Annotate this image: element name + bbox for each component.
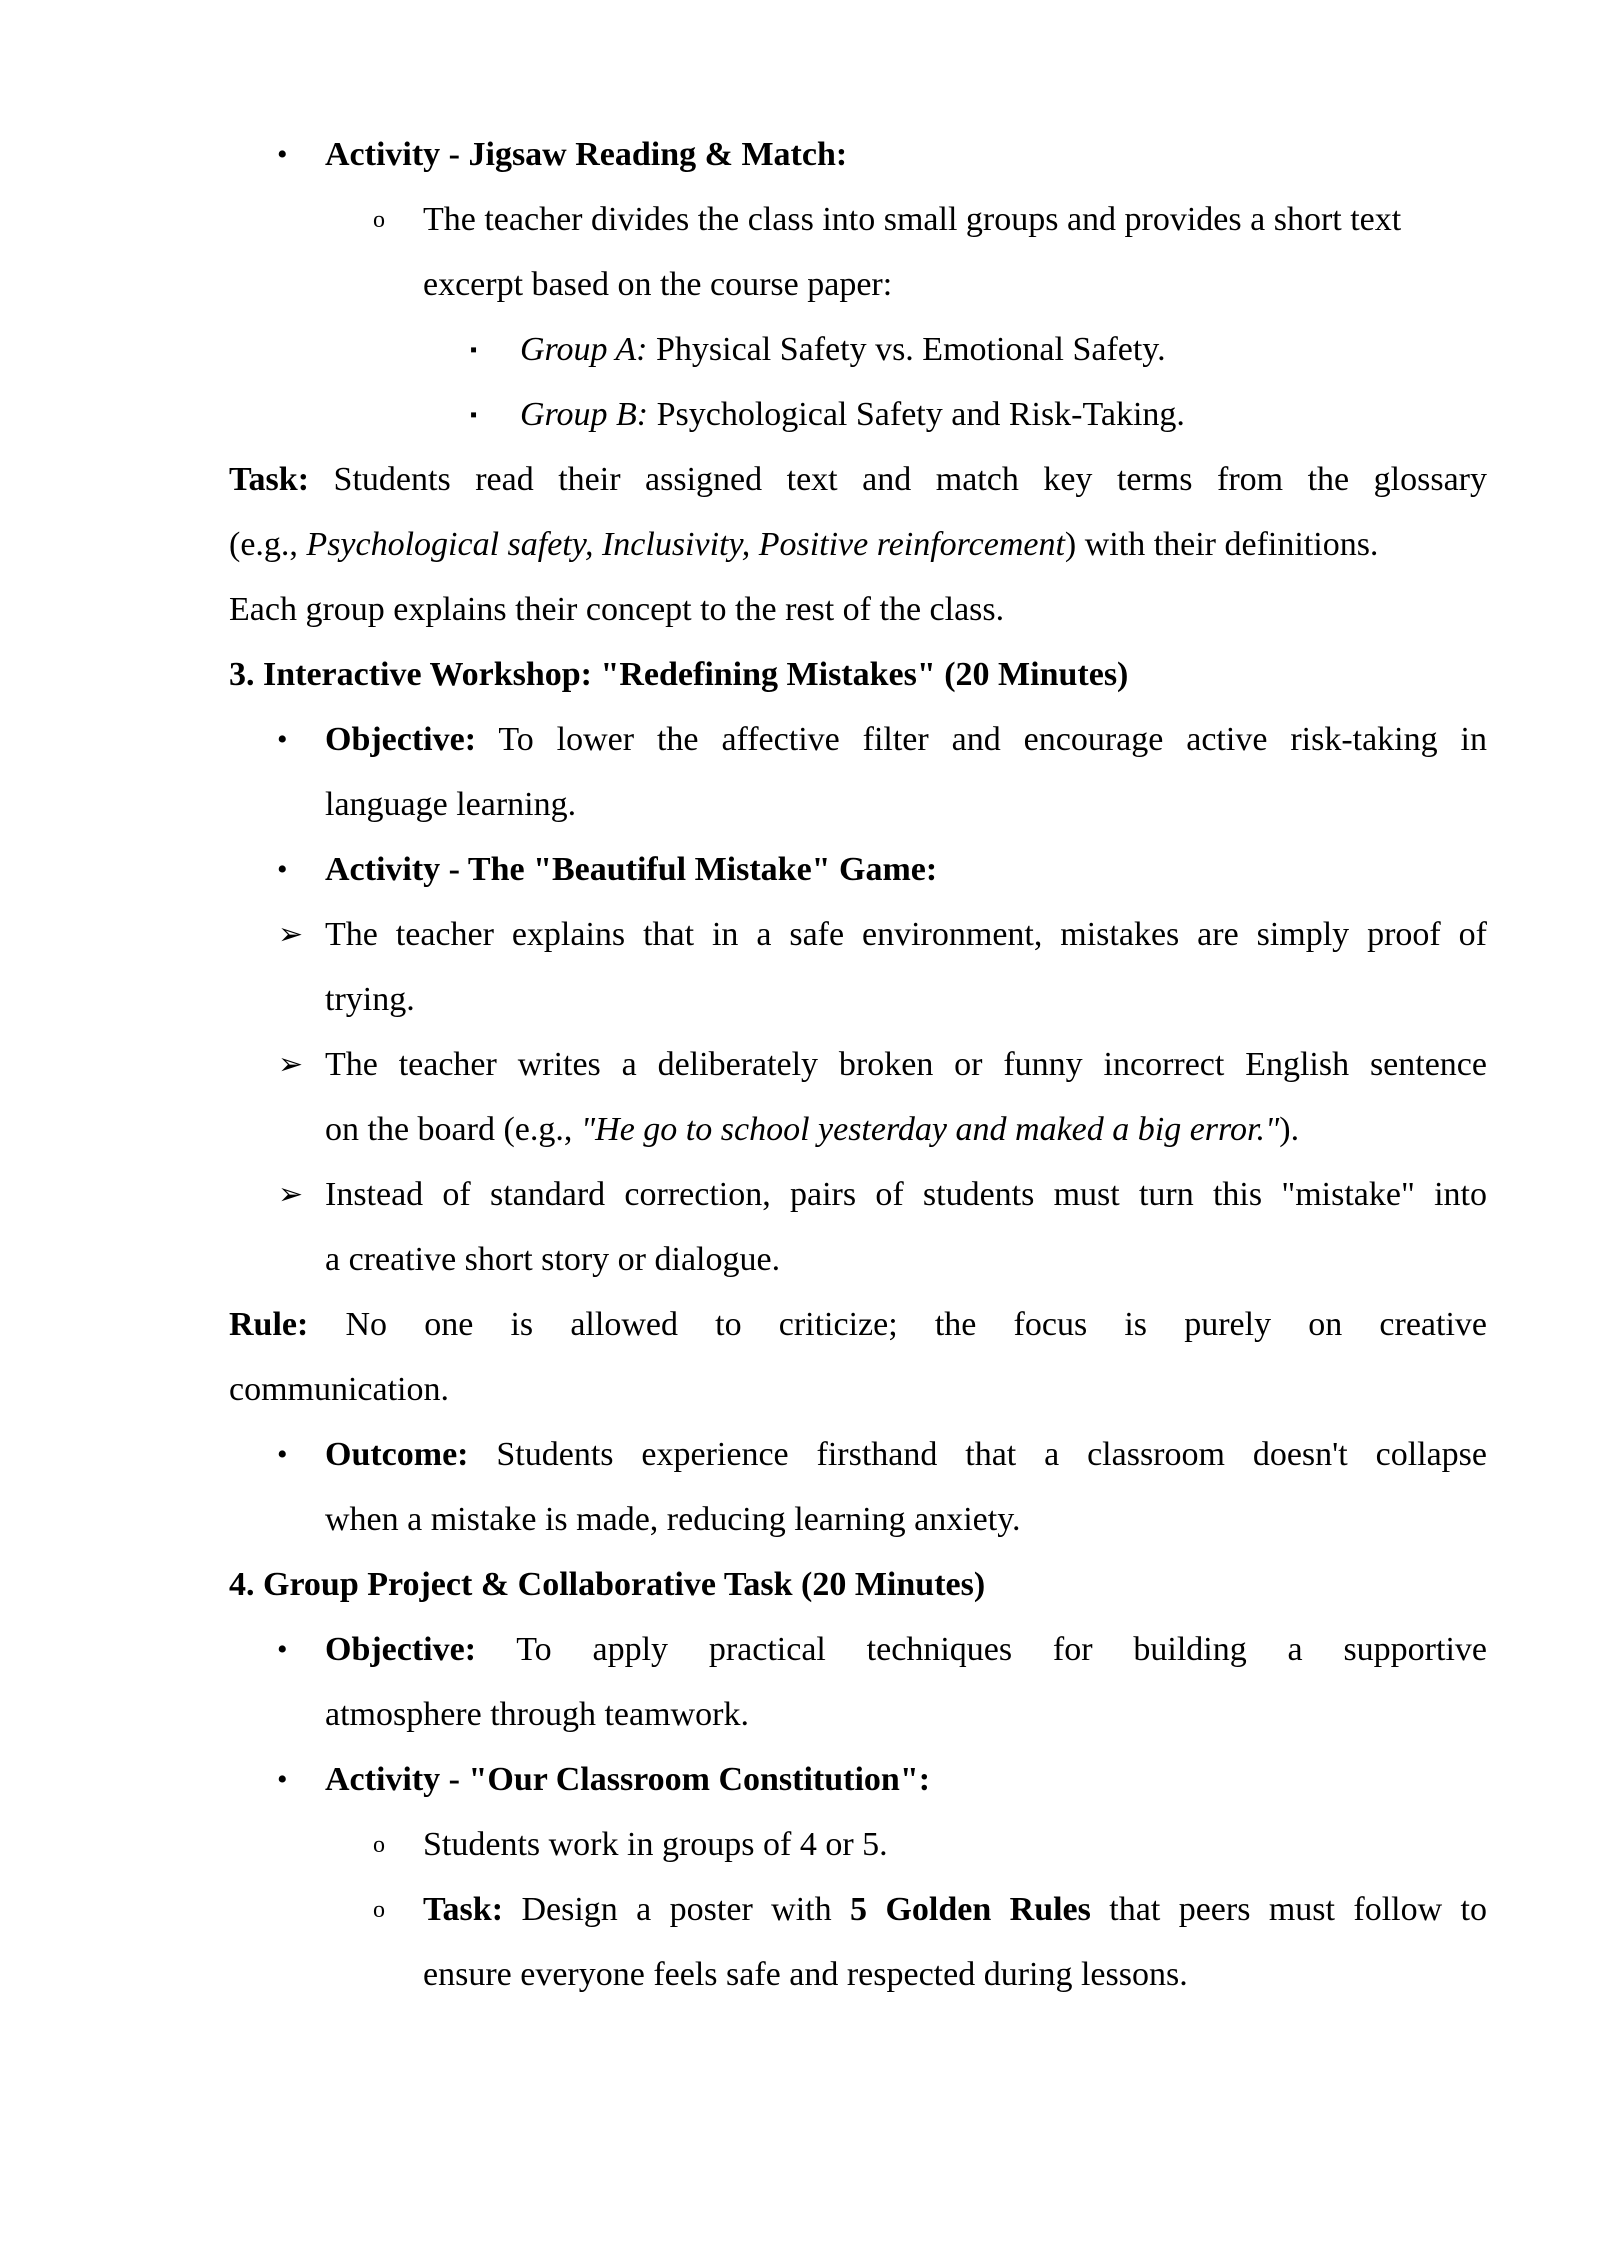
text-run: Psychological Safety and Risk-Taking. — [648, 396, 1185, 433]
text-run: Students read their assigned text and match key terms from the glossary — [309, 461, 1487, 498]
text-line — [325, 1500, 1021, 1540]
text-line — [423, 200, 1401, 240]
text-line — [325, 1175, 1487, 1215]
text-run: trying. — [325, 981, 415, 1018]
text-run: (e.g., — [229, 526, 307, 563]
text-line — [229, 1565, 985, 1605]
bold-text: Activity - The "Beautiful Mistake" Game: — [325, 851, 938, 888]
list-bullet: • — [277, 1633, 288, 1666]
text-run: ensure everyone feels safe and respected during lessons. — [423, 1956, 1188, 1993]
text-line — [229, 525, 1378, 565]
list-bullet: ➢ — [278, 1177, 304, 1212]
list-bullet: o — [373, 207, 385, 233]
text-run: No one is allowed to criticize; the focus is purely on creative — [308, 1306, 1487, 1343]
list-bullet: • — [277, 853, 288, 886]
bold-text: 3. Interactive Workshop: "Redefining Mistakes" (20 Minutes) — [229, 656, 1129, 693]
text-run: on the board (e.g., — [325, 1111, 581, 1148]
text-line — [325, 1760, 930, 1800]
italic-text: "He go to school yesterday and maked a big error." — [580, 1111, 1280, 1148]
text-line — [423, 1890, 1487, 1930]
list-bullet: • — [277, 1763, 288, 1796]
text-line — [229, 590, 1004, 630]
text-run: Students work in groups of 4 or 5. — [423, 1826, 888, 1863]
text-line — [423, 265, 892, 305]
bold-text: Outcome: — [325, 1436, 469, 1473]
text-line — [325, 1435, 1487, 1475]
bold-text: Task: — [229, 461, 310, 498]
text-line — [520, 395, 1185, 435]
list-bullet: ➢ — [278, 1047, 304, 1082]
list-bullet: ➢ — [278, 917, 304, 952]
text-run: a creative short story or dialogue. — [325, 1241, 781, 1278]
text-run: language learning. — [325, 786, 577, 823]
text-line — [229, 655, 1128, 695]
text-line — [229, 460, 1487, 500]
italic-text: Group B: — [520, 396, 649, 433]
text-line — [325, 1630, 1487, 1670]
bold-text: 4. Group Project & Collaborative Task (20 Minutes) — [229, 1566, 986, 1603]
text-run: that peers must follow to — [1090, 1891, 1487, 1928]
text-run: The teacher writes a deliberately broken or funny incorrect English sentence — [325, 1046, 1487, 1083]
text-run: Instead of standard correction, pairs of students must turn this "mistake" into — [325, 1176, 1487, 1213]
list-bullet: o — [373, 1897, 385, 1923]
text-run: when a mistake is made, reducing learning anxiety. — [325, 1501, 1021, 1538]
italic-text: Psychological safety, Inclusivity, Positive reinforcement — [306, 526, 1065, 563]
text-line — [229, 1370, 449, 1410]
text-line — [325, 915, 1487, 955]
list-bullet: o — [373, 1832, 385, 1858]
text-run: To lower the affective filter and encourage active risk-taking in — [476, 721, 1487, 758]
bold-text: Activity - Jigsaw Reading & Match: — [325, 136, 848, 173]
italic-text: Group A: — [520, 331, 648, 368]
text-line — [325, 850, 937, 890]
text-run: Design a poster with — [503, 1891, 851, 1928]
bold-text: Objective: — [325, 721, 477, 758]
text-line — [325, 980, 415, 1020]
text-run: ). — [1279, 1111, 1300, 1148]
text-line — [423, 1955, 1188, 1995]
list-bullet: • — [277, 723, 288, 756]
bold-text: Activity - "Our Classroom Constitution": — [325, 1761, 931, 1798]
text-run: atmosphere through teamwork. — [325, 1696, 749, 1733]
text-line — [325, 1110, 1299, 1150]
list-bullet: • — [277, 138, 288, 171]
text-run: The teacher explains that in a safe environment, mistakes are simply proof of — [325, 916, 1487, 953]
bold-text: 5 Golden Rules — [850, 1891, 1091, 1928]
text-run: To apply practical techniques for building a supportive — [476, 1631, 1487, 1668]
bold-text: Objective: — [325, 1631, 477, 1668]
text-line — [325, 720, 1487, 760]
text-line — [229, 1305, 1487, 1345]
text-run: Physical Safety vs. Emotional Safety. — [647, 331, 1166, 368]
bold-text: Task: — [423, 1891, 504, 1928]
text-line — [325, 785, 576, 825]
text-line — [423, 1825, 888, 1865]
text-line — [325, 1695, 749, 1735]
text-run: ) with their definitions. — [1064, 526, 1379, 563]
text-line — [325, 1240, 780, 1280]
bold-text: Rule: — [229, 1306, 309, 1343]
list-bullet: ▪ — [470, 339, 478, 361]
text-run: Students experience firsthand that a classroom doesn't collapse — [468, 1436, 1487, 1473]
text-run: Each group explains their concept to the rest of the class. — [229, 591, 1005, 628]
text-line — [520, 330, 1166, 370]
text-run: The teacher divides the class into small groups and provides a short text — [423, 201, 1402, 238]
list-bullet: ▪ — [470, 404, 478, 426]
list-bullet: • — [277, 1438, 288, 1471]
text-run: excerpt based on the course paper: — [423, 266, 893, 303]
text-run: communication. — [229, 1371, 450, 1408]
text-line — [325, 1045, 1487, 1085]
text-line — [325, 135, 847, 175]
